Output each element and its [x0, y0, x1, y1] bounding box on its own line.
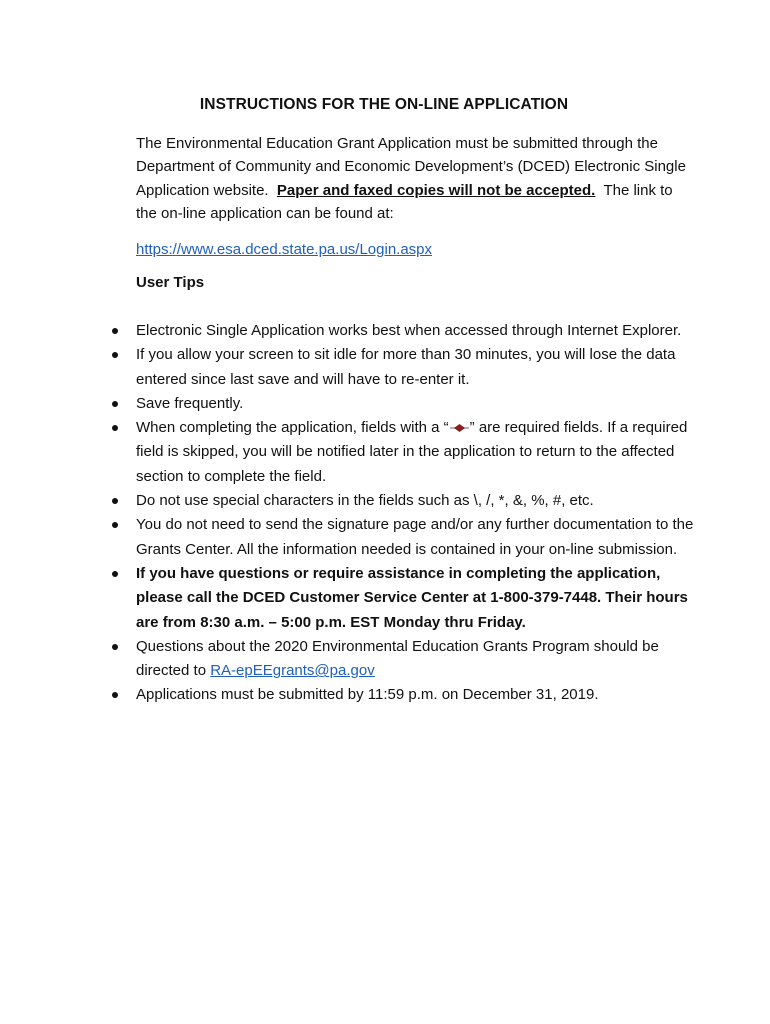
intro-paragraph	[136, 132, 696, 226]
login-url-link[interactable]: https://www.esa.dced.state.pa.us/Login.aspx	[136, 241, 433, 258]
bullet-icon	[112, 352, 118, 358]
tip-text-after: ” are required fields. If a required field is skipped, you will be notified later in the application to return to the affected section to complete the field.	[136, 419, 688, 485]
tip-text: Electronic Single Application works best when accessed through Internet Explorer.	[136, 322, 682, 339]
list-item	[0, 635, 700, 684]
bullet-icon	[112, 571, 118, 577]
tip-text-bold: If you have questions or require assistance in completing the application, please call the DCED Customer Service Center at 1-800-379-7448. Their hours are from 8:30 a.m. – 5:00 p.m. EST Monday thru Friday.	[136, 564, 688, 631]
bullet-icon	[112, 328, 118, 334]
tip-text-before: Questions about the 2020 Environmental Education Grants Program should be directed to	[136, 637, 659, 680]
list-item	[0, 319, 700, 343]
page-title: INSTRUCTIONS FOR THE ON-LINE APPLICATION	[199, 96, 569, 113]
user-tips-heading: User Tips	[136, 274, 205, 291]
bullet-icon	[112, 692, 118, 698]
intro-text-after: The link to the on-line application can be found at:	[136, 181, 673, 223]
intro-text-before: The Environmental Education Grant Application must be submitted through the Department of Community and Economic Development’s (DCED) Electronic Single Application website.	[136, 135, 686, 199]
bullet-icon	[112, 522, 118, 528]
list-item	[0, 683, 700, 707]
tip-text: Save frequently.	[136, 394, 244, 412]
tip-text-before: When completing the application, fields with a “	[136, 419, 449, 437]
login-url-line	[136, 238, 432, 261]
list-item	[0, 513, 700, 562]
bullet-icon	[112, 644, 118, 650]
tip-text: Do not use special characters in the fields such as \, /, *, &, %, #, etc.	[136, 492, 594, 510]
bullet-icon	[112, 425, 118, 431]
email-link[interactable]: RA-epEEgrants@pa.gov	[210, 662, 375, 680]
intro-emphasis: Paper and faxed copies will not be accepted.	[276, 181, 596, 199]
user-tips-list	[0, 319, 700, 708]
tip-text: You do not need to send the signature page and/or any further documentation to the Grants Center. All the information needed is contained in your on-line submission.	[136, 516, 694, 558]
bullet-icon	[112, 401, 118, 407]
list-item	[0, 392, 700, 416]
tip-text: If you allow your screen to sit idle for more than 30 minutes, you will lose the data entered since last save and will have to re-enter it.	[136, 346, 676, 388]
list-item	[0, 489, 700, 513]
list-item	[0, 562, 700, 635]
list-item	[0, 416, 700, 489]
required-field-diamond-icon	[450, 423, 469, 433]
tip-text: Applications must be submitted by 11:59 p.m. on December 31, 2019.	[136, 686, 599, 704]
list-item	[0, 343, 700, 392]
bullet-icon	[112, 498, 118, 504]
